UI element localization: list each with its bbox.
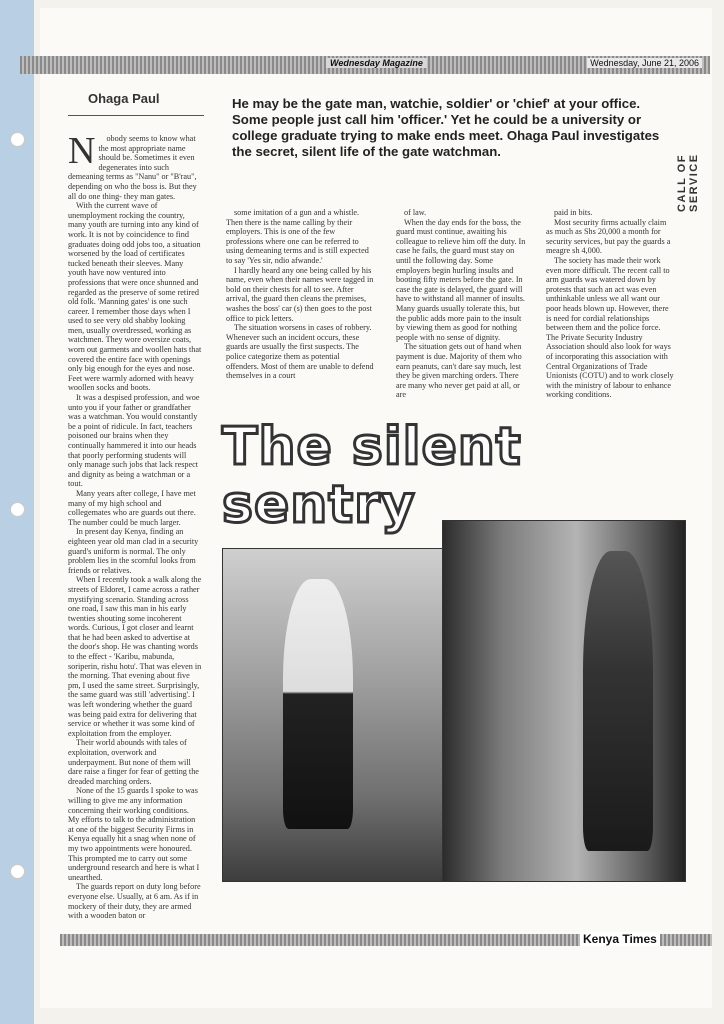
- paragraph: paid in bits.: [554, 208, 593, 217]
- paragraph: of law.: [404, 208, 427, 217]
- issue-date: Wednesday, June 21, 2006: [587, 58, 702, 68]
- body-column-4: [546, 208, 674, 422]
- paragraph: The society has made their work even more difficult. The recent call to arm guards was watered down by protests that such an act was even unthinkable unless we all want our poor heads blown up. However, there is need for cordial relationships between them and the police force. The Private Security Industry Association should also look for ways of incorporating this association with Central Organizations of Trade Unionists (COTU) and to work closely with the ministry of labour to enhance working conditions.: [546, 255, 674, 400]
- paragraph: The guards report on duty long before everyone else. Usually, at 6 am. As if in mockery of their duty, they are armed with a wooden baton or: [68, 882, 201, 921]
- photo-guard-street: [222, 548, 444, 882]
- magazine-name: Wednesday Magazine: [326, 58, 427, 68]
- body-column-1: [68, 134, 202, 928]
- drop-cap: N: [68, 134, 96, 172]
- paragraph: Most security firms actually claim as much as Shs 20,000 a month for security services, but pay the guards a meagre sh 4,000.: [546, 217, 671, 256]
- body-column-2: [226, 208, 374, 438]
- punch-hole: [10, 864, 25, 879]
- newspaper-logo: Kenya Times: [580, 932, 660, 946]
- paragraph: When I recently took a walk along the streets of Eldoret, I came across a rather mystifying scenario. Standing across one road, I saw this man in his early twenties shouting some incoherent words. Curious, I got closer and learnt that he had been asked to advertise at the door's shop. He was chanting words to the effect - 'Karibu, mabunda, soriperin, rishu hotu'. That was eleven in the morning. That evening about five pm, I used the same street. Surprisingly, the same guard was still 'advertising'. I was left wondering whether the guard was being paid extra for delivering that service or whether it was some kind of exploitation from the employer.: [68, 575, 202, 738]
- scan-edge-strip: [0, 0, 34, 1024]
- paragraph: The situation worsens in cases of robbery. Whenever such an incident occurs, these guards are usually the first suspects. The police categorize them as potential offenders. Most of them are unable to defend themselves in a court: [226, 323, 374, 381]
- byline-rule: [68, 115, 204, 116]
- guard-figure: [583, 551, 653, 851]
- headline: The silent sentry: [222, 417, 522, 535]
- paragraph: When the day ends for the boss, the guard must continue, awaiting his colleague to relieve him off the duty. In case he fails, the guard must stay on until the following day. Some employers begin hurling insults and booting fifty meters before the gate. In case the gate is delayed, the guard will have to withstand all manner of insults. Many guards usually tolerate this, but the public adds more pain to the insult by viewing them as good for nothing people with no sense of dignity.: [396, 217, 526, 342]
- paragraph: Many years after college, I have met many of my high school and collegemates who are guards out there. The number could be much larger.: [68, 488, 196, 527]
- body-column-3: [396, 208, 526, 438]
- paragraph: The situation gets out of hand when payment is due. Majority of them who earn peanuts, can't dare say much, lest they be given marching orders. There are many who never get paid at all, or are: [396, 342, 522, 400]
- paragraph: some imitation of a gun and a whistle. Then there is the name calling by their employers. This is one of the few professions where one can be referred to using demeaning terms and is still expected to say 'Yes sir, ndio afwande.': [226, 208, 369, 265]
- paragraph: None of the 15 guards I spoke to was willing to give me any information concerning their working conditions. My efforts to talk to the administration at one of the biggest Security Firms in Kenya equally hit a snag when none of my two appointments were honoured. This prompted me to carry out some underground research and here is what I unearthed.: [68, 786, 200, 882]
- paragraph: Their world abounds with tales of exploitation, overwork and underpayment. But none of them will dare raise a finger for fear of getting the dreaded marching orders.: [68, 738, 199, 786]
- section-tag: CALL OF SERVICE: [676, 153, 700, 212]
- article-deck: He may be the gate man, watchie, soldier' or 'chief' at your office. Some people just call him 'officer.' Yet he could be a university or college graduate trying to make ends meet. Ohaga Paul investigates the secret, silent life of the gate watchman.: [232, 96, 660, 159]
- punch-hole: [10, 132, 25, 147]
- photo-guard-doorway: [442, 520, 686, 882]
- paragraph: In present day Kenya, finding an eighteen year old man clad in a security guard's uniform is normal. The only problem lies in the scornful looks from friends or relatives.: [68, 527, 199, 575]
- guard-figure: [283, 579, 353, 829]
- paragraph: It was a despised profession, and woe unto you if your father or grandfather was a watchman. You would constantly be a point of ridicule. In fact, teachers poisoned our brains when they continually hammered it into our heads that poorly performing students will only manage such jobs that lack respect and dignity as being a watchman or a tout.: [68, 393, 200, 489]
- paragraph: With the current wave of unemployment rocking the country, many youth are turning into any kind of work. It is not by coincidence to find graduates doing odd jobs too, a situation worsened by the load of certificates tucked beneath their sleeves. Many youth have now ventured into professions that were once shunned and regarded as the preserve of some retired old folk. 'Manning gates' is one such career. I remember those days when I used to see very old shabby looking men, usually overdressed, working as watchmen. They wore oversize coats, worn out garments and woollen hats that covered the entire face with openings only big enough for the eyes and nose. Feet were warmly adorned with heavy woollen socks and boots.: [68, 201, 202, 393]
- punch-hole: [10, 502, 25, 517]
- author-byline: Ohaga Paul: [88, 91, 160, 106]
- paragraph: obody seems to know what the most appropriate name should be. Sometimes it even degenerates into such demeaning terms as "Nanu" or "B'rau", depending on who the boss is. But they all do one thing- they man gates.: [68, 134, 197, 201]
- paragraph: I hardly heard any one being called by his name, even when their names were tagged in bold on their chests for all to see. After arrival, the guard then cleans the premises, washes the boss' car (s) then goes to the post office to pick letters.: [226, 265, 374, 323]
